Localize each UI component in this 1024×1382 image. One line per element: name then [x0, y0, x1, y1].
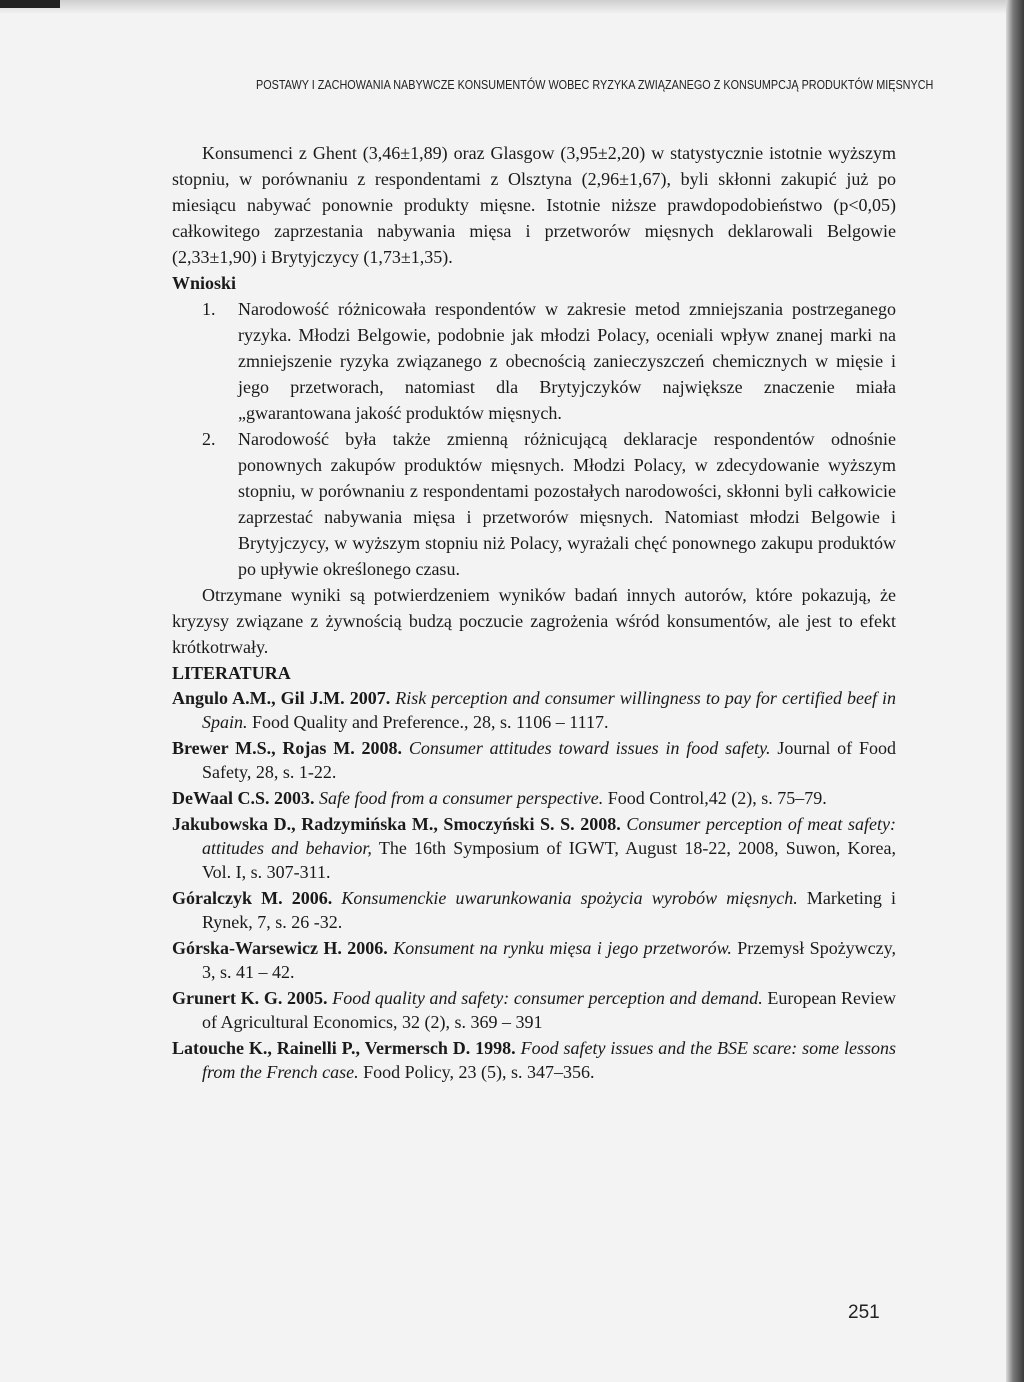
reference-title: Konsument na rynku mięsa i jego przetworów.: [393, 938, 732, 958]
reference-source: Marketing i Rynek, 7, s. 26 -32.: [202, 888, 896, 932]
reference-authors: DeWaal C.S. 2003.: [172, 788, 315, 808]
reference-authors: Angulo A.M., Gil J.M. 2007.: [172, 688, 391, 708]
reference-authors: Górska-Warsewicz H. 2006.: [172, 938, 388, 958]
reference-authors: Brewer M.S., Rojas M. 2008.: [172, 738, 403, 758]
conclusions-list: [172, 296, 896, 582]
reference-entry: [172, 786, 896, 810]
reference-authors: Góralczyk M. 2006.: [172, 888, 333, 908]
conclusion-number: 2.: [202, 429, 216, 449]
reference-entry: [172, 1036, 896, 1084]
closing-paragraph: Otrzymane wyniki są potwierdzeniem wyników badań innych autorów, które pokazują, że kryzysy związane z żywnością budzą poczucie zagrożenia wśród konsumentów, ale jest to efekt krótkotrwały.: [172, 585, 896, 657]
reference-entry: [172, 986, 896, 1034]
reference-list: [172, 686, 896, 1084]
reference-entry: [172, 686, 896, 734]
reference-source: Food Policy, 23 (5), s. 347–356.: [363, 1062, 595, 1082]
references-heading: LITERATURA: [172, 663, 291, 683]
running-header: POSTAWY I ZACHOWANIA NABYWCZE KONSUMENTÓW WOBEC RYZYKA ZWIĄZANEGO Z KONSUMPCJĄ PRODUKTÓW MIĘSNYCH: [256, 78, 934, 92]
reference-source: Food Quality and Preference., 28, s. 1106 – 1117.: [252, 712, 609, 732]
reference-title: Food quality and safety: consumer perception and demand.: [332, 988, 763, 1008]
reference-source: Przemysł Spożywczy, 3, s. 41 – 42.: [202, 938, 896, 982]
conclusion-text: Narodowość różnicowała respondentów w zakresie metod zmniejszania postrzeganego ryzyka. Młodzi Belgowie, podobnie jak młodzi Polacy, oceniali wpływ znanej marki na zmniejszenie ryzyka związanego z obecnością zanieczyszczeń chemicznych w mięsie i jego przetworach, natomiast dla Brytyjczyków największe znaczenie miała „gwarantowana jakość produktów mięsnych.: [238, 299, 896, 423]
reference-title: Consumer perception of meat safety: attitudes and behavior,: [202, 814, 896, 858]
reference-title: Risk perception and consumer willingness to pay for certified beef in Spain.: [202, 688, 897, 732]
reference-authors: Jakubowska D., Radzymińska M., Smoczyński S. S. 2008.: [172, 814, 621, 834]
reference-source: The 16th Symposium of IGWT, August 18-22, 2008, Suwon, Korea, Vol. I, s. 307-311.: [202, 838, 896, 882]
reference-authors: Grunert K. G. 2005.: [172, 988, 328, 1008]
conclusion-item: [172, 296, 896, 426]
reference-source: Food Control,42 (2), s. 75–79.: [607, 788, 827, 808]
reference-title: Safe food from a consumer perspective.: [319, 788, 604, 808]
intro-paragraph: Konsumenci z Ghent (3,46±1,89) oraz Glasgow (3,95±2,20) w statystycznie istotnie wyższym stopniu, w porównaniu z respondentami z Olsztyna (2,96±1,67), byli skłonni zakupić już po miesiącu nabywać ponownie produkty mięsne. Istotnie niższe prawdopodobieństwo (p<0,05) całkowitego zaprzestania nabywania mięsa i przetworów mięsnych deklarowali Belgowie (2,33±1,90) i Brytyjczycy (1,73±1,35).: [172, 143, 896, 267]
conclusion-item: [172, 426, 896, 582]
reference-source: European Review of Agricultural Economics, 32 (2), s. 369 – 391: [202, 988, 897, 1032]
reference-title: Konsumenckie uwarunkowania spożycia wyrobów mięsnych.: [341, 888, 798, 908]
page-body: [172, 140, 896, 1086]
scan-top-shadow: [0, 0, 1010, 14]
reference-entry: [172, 936, 896, 984]
reference-title: Food safety issues and the BSE scare: some lessons from the French case.: [202, 1038, 897, 1082]
reference-authors: Latouche K., Rainelli P., Vermersch D. 1998.: [172, 1038, 516, 1058]
conclusions-heading: Wnioski: [172, 273, 237, 293]
conclusion-text: Narodowość była także zmienną różnicującą deklaracje respondentów odnośnie ponownych zakupów produktów mięsnych. Młodzi Polacy, w zdecydowanie wyższym stopniu, w porównaniu z respondentami pozostałych narodowości, skłonni byli całkowicie zaprzestać nabywania mięsa i przetworów mięsnych. Natomiast młodzi Belgowie i Brytyjczycy, w wyższym stopniu niż Polacy, wyrażali chęć ponownego zakupu produktów po upływie określonego czasu.: [238, 429, 896, 579]
book-binding-edge: [1006, 0, 1024, 1382]
reference-title: Consumer attitudes toward issues in food safety.: [408, 738, 771, 758]
conclusion-number: 1.: [202, 299, 216, 319]
page-number: 251: [848, 1302, 880, 1323]
reference-source: Journal of Food Safety, 28, s. 1-22.: [202, 738, 896, 782]
reference-entry: [172, 812, 896, 884]
scan-corner-mark: [0, 0, 60, 8]
reference-entry: [172, 736, 896, 784]
reference-entry: [172, 886, 896, 934]
